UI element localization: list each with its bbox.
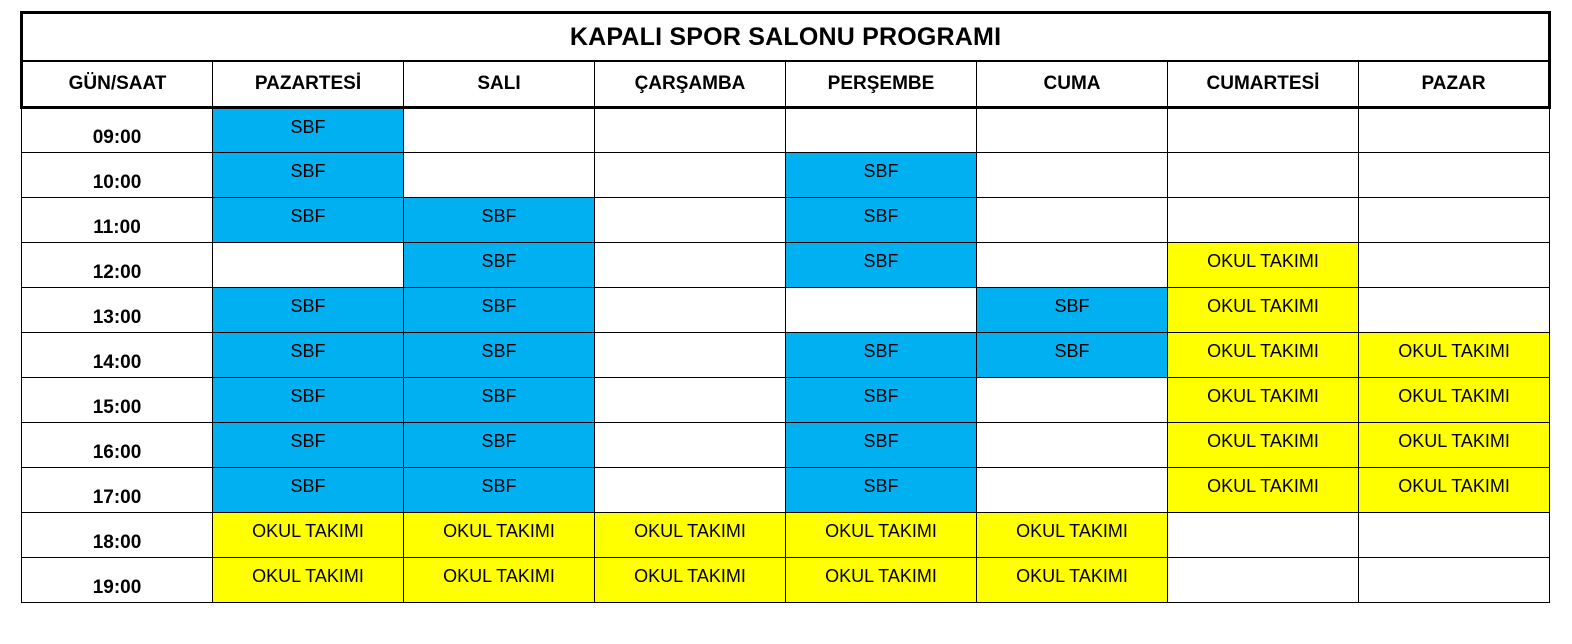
slot-saturday — [1168, 513, 1359, 558]
slot-monday: SBF — [213, 288, 404, 333]
slot-wednesday — [595, 378, 786, 423]
slot-monday: SBF — [213, 198, 404, 243]
header-saturday: CUMARTESİ — [1168, 61, 1359, 108]
slot-monday: SBF — [213, 378, 404, 423]
table-row — [22, 198, 1550, 243]
slot-thursday: SBF — [786, 333, 977, 378]
slot-sunday — [1359, 153, 1550, 198]
page-title: KAPALI SPOR SALONU PROGRAMI — [22, 13, 1550, 62]
slot-wednesday: OKUL TAKIMI — [595, 513, 786, 558]
time-cell: 19:00 — [22, 558, 213, 603]
table-row — [22, 423, 1550, 468]
slot-wednesday — [595, 288, 786, 333]
slot-tuesday: SBF — [404, 423, 595, 468]
slot-monday: SBF — [213, 108, 404, 153]
slot-wednesday — [595, 243, 786, 288]
table-row — [22, 153, 1550, 198]
slot-sunday — [1359, 558, 1550, 603]
header-monday: PAZARTESİ — [213, 61, 404, 108]
slot-friday — [977, 468, 1168, 513]
slot-tuesday: OKUL TAKIMI — [404, 513, 595, 558]
slot-saturday: OKUL TAKIMI — [1168, 378, 1359, 423]
slot-tuesday: SBF — [404, 468, 595, 513]
slot-saturday: OKUL TAKIMI — [1168, 333, 1359, 378]
header-tuesday: SALI — [404, 61, 595, 108]
slot-wednesday: OKUL TAKIMI — [595, 558, 786, 603]
table-row — [22, 558, 1550, 603]
time-cell: 13:00 — [22, 288, 213, 333]
time-cell: 09:00 — [22, 108, 213, 153]
slot-thursday: SBF — [786, 423, 977, 468]
time-cell: 14:00 — [22, 333, 213, 378]
slot-monday: SBF — [213, 423, 404, 468]
header-row — [22, 61, 1550, 108]
slot-thursday: SBF — [786, 153, 977, 198]
slot-thursday — [786, 108, 977, 153]
slot-wednesday — [595, 108, 786, 153]
slot-monday: OKUL TAKIMI — [213, 513, 404, 558]
slot-tuesday: SBF — [404, 243, 595, 288]
table-row — [22, 243, 1550, 288]
table-row — [22, 468, 1550, 513]
slot-wednesday — [595, 333, 786, 378]
slot-thursday: SBF — [786, 198, 977, 243]
slot-wednesday — [595, 198, 786, 243]
slot-sunday — [1359, 288, 1550, 333]
schedule-body — [22, 108, 1550, 603]
slot-friday: SBF — [977, 333, 1168, 378]
slot-sunday: OKUL TAKIMI — [1359, 378, 1550, 423]
slot-friday: OKUL TAKIMI — [977, 513, 1168, 558]
slot-sunday — [1359, 198, 1550, 243]
slot-thursday: OKUL TAKIMI — [786, 558, 977, 603]
schedule-sheet — [20, 11, 1548, 603]
time-cell: 12:00 — [22, 243, 213, 288]
slot-monday: SBF — [213, 468, 404, 513]
slot-thursday: SBF — [786, 378, 977, 423]
slot-monday: SBF — [213, 333, 404, 378]
slot-friday — [977, 378, 1168, 423]
slot-tuesday — [404, 153, 595, 198]
slot-sunday — [1359, 243, 1550, 288]
slot-tuesday: SBF — [404, 288, 595, 333]
slot-tuesday — [404, 108, 595, 153]
slot-sunday — [1359, 108, 1550, 153]
slot-saturday: OKUL TAKIMI — [1168, 243, 1359, 288]
slot-saturday: OKUL TAKIMI — [1168, 423, 1359, 468]
slot-tuesday: SBF — [404, 198, 595, 243]
slot-saturday — [1168, 153, 1359, 198]
slot-saturday — [1168, 198, 1359, 243]
time-cell: 15:00 — [22, 378, 213, 423]
slot-sunday: OKUL TAKIMI — [1359, 333, 1550, 378]
slot-saturday — [1168, 558, 1359, 603]
slot-friday — [977, 423, 1168, 468]
slot-saturday: OKUL TAKIMI — [1168, 468, 1359, 513]
slot-friday — [977, 108, 1168, 153]
header-friday: CUMA — [977, 61, 1168, 108]
slot-saturday — [1168, 108, 1359, 153]
table-row — [22, 513, 1550, 558]
slot-sunday: OKUL TAKIMI — [1359, 423, 1550, 468]
header-time: GÜN/SAAT — [22, 61, 213, 108]
schedule-table — [20, 11, 1551, 603]
slot-monday: OKUL TAKIMI — [213, 558, 404, 603]
time-cell: 16:00 — [22, 423, 213, 468]
slot-monday: SBF — [213, 153, 404, 198]
slot-sunday — [1359, 513, 1550, 558]
slot-monday — [213, 243, 404, 288]
slot-tuesday: OKUL TAKIMI — [404, 558, 595, 603]
slot-thursday: OKUL TAKIMI — [786, 513, 977, 558]
slot-saturday: OKUL TAKIMI — [1168, 288, 1359, 333]
table-row — [22, 288, 1550, 333]
title-row — [22, 13, 1550, 62]
slot-friday — [977, 153, 1168, 198]
slot-wednesday — [595, 423, 786, 468]
slot-wednesday — [595, 468, 786, 513]
time-cell: 18:00 — [22, 513, 213, 558]
slot-tuesday: SBF — [404, 333, 595, 378]
slot-thursday: SBF — [786, 468, 977, 513]
slot-wednesday — [595, 153, 786, 198]
table-row — [22, 108, 1550, 153]
slot-friday — [977, 198, 1168, 243]
slot-thursday: SBF — [786, 243, 977, 288]
header-sunday: PAZAR — [1359, 61, 1550, 108]
time-cell: 10:00 — [22, 153, 213, 198]
header-wednesday: ÇARŞAMBA — [595, 61, 786, 108]
time-cell: 11:00 — [22, 198, 213, 243]
slot-friday — [977, 243, 1168, 288]
slot-thursday — [786, 288, 977, 333]
table-row — [22, 333, 1550, 378]
table-row — [22, 378, 1550, 423]
slot-friday: SBF — [977, 288, 1168, 333]
time-cell: 17:00 — [22, 468, 213, 513]
slot-sunday: OKUL TAKIMI — [1359, 468, 1550, 513]
header-thursday: PERŞEMBE — [786, 61, 977, 108]
slot-friday: OKUL TAKIMI — [977, 558, 1168, 603]
slot-tuesday: SBF — [404, 378, 595, 423]
